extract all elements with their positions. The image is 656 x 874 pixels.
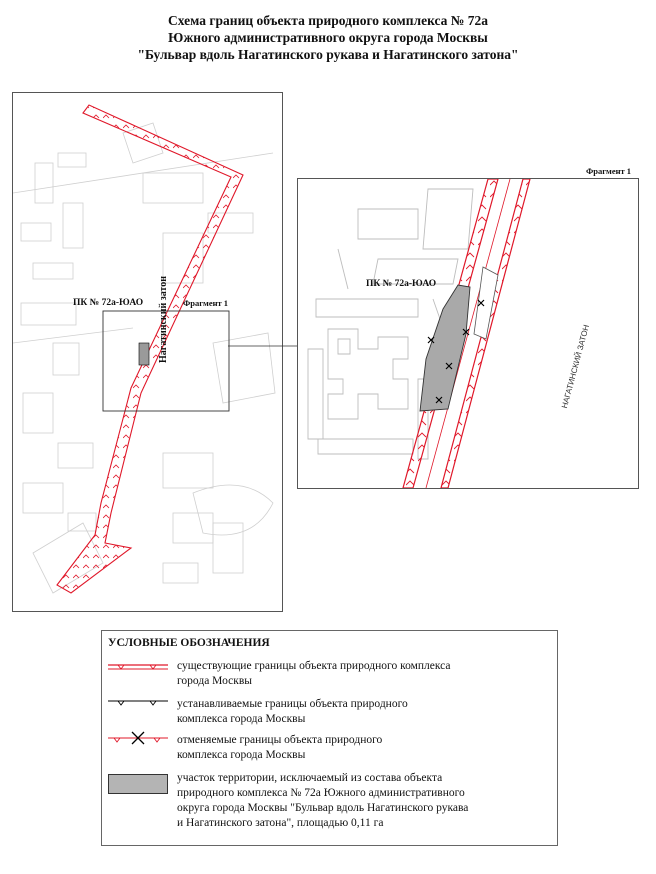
legend-item-excluded <box>177 771 547 831</box>
overview-fragment-label: Фрагмент 1 <box>183 298 229 308</box>
legend-item-established-line2: комплекса города Москвы <box>177 713 306 725</box>
legend-item-cancelled-line1: отменяемые границы объекта природного <box>177 734 383 746</box>
legend-symbol-existing <box>108 661 168 673</box>
legend-item-existing-line2: города Москвы <box>177 675 253 687</box>
legend-item-cancelled <box>177 733 547 763</box>
title-line-3: "Бульвар вдоль Нагатинского рукава и Нагатинского затона" <box>137 47 519 62</box>
overview-water-label: Нагатинский затон <box>158 275 169 363</box>
legend-item-cancelled-line2: комплекса города Москвы <box>177 749 306 761</box>
fragment-map <box>297 178 639 489</box>
legend-item-excluded-line1: участок территории, исключаемый из состава объекта <box>177 772 443 784</box>
legend-item-excluded-line3: округа города Москвы "Бульвар вдоль Нагатинского рукава <box>177 802 469 814</box>
title-line-2: Южного административного округа города Москвы <box>168 30 488 45</box>
legend-item-established <box>177 697 547 727</box>
legend-item-excluded-line4: и Нагатинского затона", площадью 0,11 га <box>177 817 384 829</box>
legend-heading: УСЛОВНЫЕ ОБОЗНАЧЕНИЯ <box>108 637 270 649</box>
legend-symbol-cancelled <box>108 731 168 747</box>
legend-item-excluded-line2: природного комплекса № 72а Южного административного <box>177 787 465 799</box>
legend-item-existing <box>177 659 547 689</box>
title-line-1: Схема границ объекта природного комплекса № 72а <box>168 13 488 28</box>
legend-item-established-line1: устанавливаемые границы объекта природного <box>177 698 408 710</box>
overview-object-label: ПК № 72а-ЮАО <box>73 298 144 308</box>
excluded-area-fragment <box>420 285 470 411</box>
legend <box>101 630 558 846</box>
fragment-boundary <box>403 179 530 488</box>
fragment-object-label: ПК № 72а-ЮАО <box>366 279 437 289</box>
fragment-water-label: НАГАТИНСКИЙ ЗАТОН <box>560 323 592 410</box>
fragment-header: Фрагмент 1 <box>586 166 632 176</box>
legend-item-existing-line1: существующие границы объекта природного комплекса <box>177 660 451 672</box>
legend-symbol-established <box>108 697 168 709</box>
legend-symbol-excluded <box>108 774 168 794</box>
